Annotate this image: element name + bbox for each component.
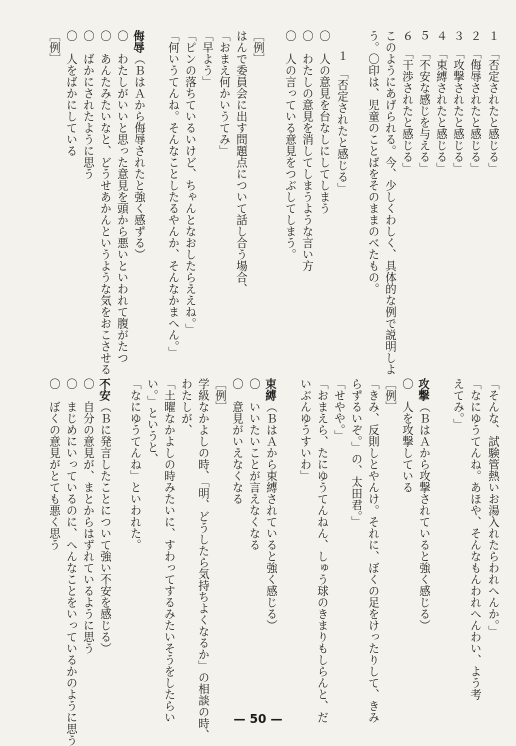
text-column: 攻撃（ＢはＡから攻撃されていると強く感じる） xyxy=(417,378,431,631)
text-column: 「ピンの落ちているいけど、ちゃんとなおしたらええね。」 xyxy=(184,30,197,335)
text-column: 束縛（ＢはＡから束縛されていると強く感じる） xyxy=(264,378,278,631)
text-column: 〇 わたしの意見を消してしまうような言い方 xyxy=(301,30,314,272)
text-column: 「早よう」 xyxy=(201,30,214,88)
section-heading: 侮辱 xyxy=(132,30,146,53)
text-column: ３ 「攻撃されたと感じる」 xyxy=(452,30,465,174)
text-column: いぶんゆうすいわ」 xyxy=(299,378,312,482)
text-column: １ 「否定されたと感じる」 xyxy=(487,30,500,174)
text-column: 学級なかよしの時、「明、どうしたら気持ちよくなるか」の相談の時、 xyxy=(197,378,210,741)
text-column: 〇 あんたみたいなと、どうせあかんというような気をおこさせる xyxy=(99,30,112,375)
text-column: ［例］ xyxy=(48,30,61,65)
text-column: 「おまえ何かいうてみ」 xyxy=(218,30,231,157)
text-column: ６ 「干渉されたと感じる」 xyxy=(401,30,414,174)
text-column: 「そんな、試験管熱いお湯入れたらわれへんか。」 xyxy=(487,378,500,637)
text-column: う。〇印は、児童のことばをそのままのべたもの。 xyxy=(367,30,380,295)
text-column: はんで委員会に出す問題点について話し合う場合、 xyxy=(235,30,248,295)
text-column: 不安（Ｂに発言したことについて強い不安を感じる） xyxy=(98,378,112,654)
text-column: 〇 自分の意見が、まとからはずれているように思う xyxy=(82,378,95,654)
text-column: ［例］ xyxy=(384,378,397,413)
text-column: 〇 人の言っている意見をつぶしてしまう。 xyxy=(284,30,297,260)
text-column: 「何いうてんね。そんなことしたるやんか、そんなかまへん。」 xyxy=(167,30,180,358)
text-column: ５ 「不安な感じを与える」 xyxy=(418,30,431,174)
text-column: らずるいぞ。」の、太田君。」 xyxy=(350,378,363,528)
text-column: わたしが、 xyxy=(180,378,193,436)
text-column: い。」というと、 xyxy=(146,378,159,465)
page-number: — 50 — xyxy=(233,712,283,726)
text-column: 「おまえら、たにゆうてんねん、しゅう球のきまりもしらんと、だ xyxy=(316,378,329,723)
section-heading: 攻撃 xyxy=(417,378,431,401)
text-column: 侮辱（ＢはＡから侮辱されたと強く感ずる） xyxy=(132,30,146,260)
section-heading: 束縛 xyxy=(264,378,278,401)
section-heading: 不安 xyxy=(98,378,112,401)
text-column: 「土曜なかよしの時みたいに、すわってするみたいそうをしたらい xyxy=(163,378,176,723)
text-column: 「せやや。」 xyxy=(333,378,346,442)
text-column: えてみ。」 xyxy=(452,378,465,430)
text-column: 〇 まじめにいっているのに、へんなことをいっているかのように思う xyxy=(65,378,78,746)
text-column: 〇 ばかにされたように思う xyxy=(82,30,95,180)
text-column: 「なにゆうてんね。あほや、そんなもんわれへんわい、よう考 xyxy=(469,378,482,700)
text-column: 「きみ、反則しとやんけ。それに、ぼくの足をけったりして、きみ xyxy=(367,378,380,723)
text-column: ２ 「侮辱されたと感じる」 xyxy=(469,30,482,174)
text-column: ［例］ xyxy=(214,378,227,413)
text-column: 〇 人を攻撃している xyxy=(401,378,414,493)
text-column: １ 「否定されたと感じる」 xyxy=(336,50,349,194)
text-column: このようにあげられる。今、少しくわしく、具体的な例で説明しよ xyxy=(384,30,397,375)
text-column: ４ 「束縛されたと感じる」 xyxy=(435,30,448,174)
text-column: 〇 わたしがいいと思った意見を頭から悪いといわれて腹がたつ xyxy=(116,30,129,364)
text-column: 〇 いいたいことが言えなくなる xyxy=(248,378,261,551)
text-column: 「なにゆうてんね」といわれた。 xyxy=(129,378,142,551)
text-column: 〇 人をばかにしている xyxy=(65,30,78,157)
text-column: ［例］ xyxy=(252,30,265,65)
text-column: 〇 ぼくの意見がとても悪く思う xyxy=(48,378,61,551)
text-column: 〇 意見がいえなくなる xyxy=(231,378,244,505)
text-column: 〇 人の意見を台なしにしてしまう xyxy=(318,30,331,214)
